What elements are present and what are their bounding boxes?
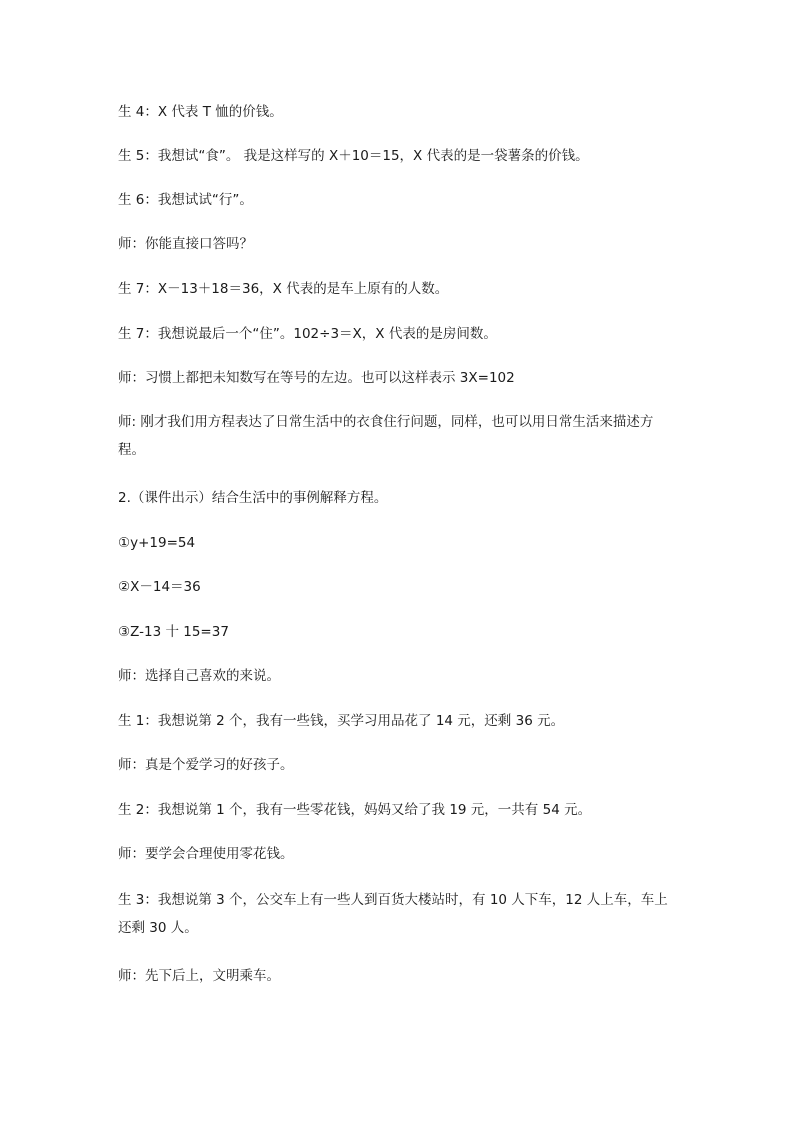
paragraph-student2: 生 2：我想说第 1 个，我有一些零花钱，妈妈又给了我 19 元，一共有 54 元。 <box>118 802 592 818</box>
paragraph-student6: 生 6：我想试试“行”。 <box>118 192 253 208</box>
equation-1: ①y+19=54 <box>118 535 196 551</box>
paragraph-student1: 生 1：我想说第 2 个，我有一些钱，买学习用品花了 14 元，还剩 36 元。 <box>118 713 565 729</box>
paragraph-teacher-choose: 师：选择自己喜欢的来说。 <box>118 668 280 684</box>
paragraph-teacher-money: 师：要学会合理使用零花钱。 <box>118 846 294 862</box>
paragraph-teacher-bus: 师：先下后上，文明乘车。 <box>118 968 280 984</box>
paragraph-teacher-summary: 师: 刚才我们用方程表达了日常生活中的衣食住行问题，同样，也可以用日常生活来描述方程。 <box>118 414 654 458</box>
paragraph-teacher-oral: 师：你能直接口答吗？ <box>118 236 253 252</box>
paragraph-teacher-praise: 师：真是个爱学习的好孩子。 <box>118 757 294 773</box>
equation-3: ③Z-13 十 15=37 <box>118 624 229 640</box>
equation-2: ②X－14＝36 <box>118 579 201 595</box>
paragraph-teacher-habit: 师：习惯上都把未知数写在等号的左边。也可以这样表示 3X=102 <box>118 370 515 386</box>
paragraph-student4: 生 4：X 代表 T 恤的价钱。 <box>118 104 283 120</box>
paragraph-student7-b: 生 7：我想说最后一个“住”。102÷3＝X，X 代表的是房间数。 <box>118 326 497 342</box>
paragraph-student5: 生 5：我想试“食”。 我是这样写的 X＋10＝15，X 代表的是一袋薯条的价钱。 <box>118 148 589 164</box>
paragraph-section-2: 2.（课件出示）结合生活中的事例解释方程。 <box>118 490 388 506</box>
paragraph-student3: 生 3：我想说第 3 个，公交车上有一些人到百货大楼站时，有 10 人下车，12 人上车，车上还剩 30 人。 <box>118 892 668 936</box>
paragraph-student7-a: 生 7：X－13＋18＝36，X 代表的是车上原有的人数。 <box>118 281 449 297</box>
